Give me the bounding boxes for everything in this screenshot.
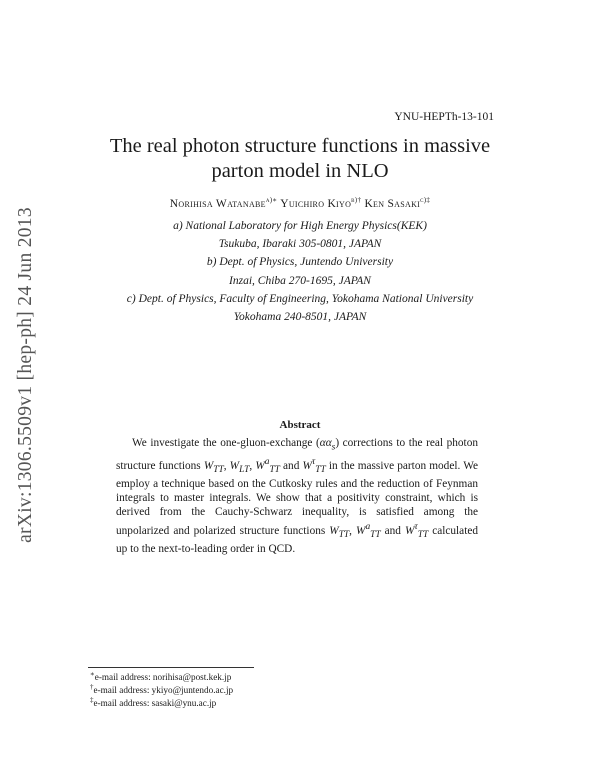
affiliation-line: Inzai, Chiba 270-1695, JAPAN: [229, 274, 371, 287]
affiliation-line: b) Dept. of Physics, Juntendo University: [206, 256, 394, 269]
abstract-heading: Abstract: [279, 419, 321, 431]
abstract-body: [116, 436, 478, 556]
math-symbol: αα: [319, 437, 332, 449]
affiliation-line: Yokohama 240-8501, JAPAN: [233, 311, 367, 324]
abstract-text: ,: [223, 459, 230, 472]
title-line-1: The real photon structure functions in massive: [109, 135, 491, 157]
math-symbol: W: [329, 524, 339, 537]
author-name: Norihisa Watanabe: [169, 198, 266, 210]
math-symbol: W: [302, 459, 312, 472]
affiliation-line: Tsukuba, Ibaraki 305-0801, JAPAN: [218, 238, 382, 251]
abstract-text: in the massive parton model. We employ a technique based on the Cutkosky rules and the reduction of Feynman integrals to master integrals. We show that a positivity constraint, which is derived from the Cauchy-Schwarz inequality, is satisfied among the unpolarized and polarized structure functions: [116, 459, 478, 537]
author-list: [60, 198, 540, 210]
math-symbol: W: [255, 459, 265, 472]
math-symbol: W: [356, 524, 366, 537]
abstract-text: calculated up to the next-to-leading order in QCD.: [116, 524, 478, 556]
math-subscript: LT: [239, 464, 250, 475]
math-subscript: TT: [315, 464, 326, 475]
math-superscript: τ: [311, 456, 316, 467]
footnote-mark: †: [90, 682, 94, 691]
affiliations: [60, 217, 540, 326]
math-subscript: TT: [269, 464, 280, 475]
math-subscript: TT: [213, 464, 224, 475]
abstract-text: and: [279, 459, 303, 472]
report-number: YNU-HEPTh-13-101: [394, 111, 494, 123]
author-name: Yuichiro Kiyo: [280, 198, 352, 210]
footnote-rule: [88, 667, 254, 668]
footnote-text: e-mail address: norihisa@post.kek.jp: [94, 672, 232, 682]
abstract-text: We investigate the one-gluon-exchange (: [132, 437, 320, 449]
math-symbol: W: [203, 459, 214, 472]
author-name: Ken Sasaki: [364, 198, 421, 210]
abstract-text: ,: [249, 459, 256, 472]
arxiv-stamp: arXiv:1306.5509v1 [hep-ph] 24 Jun 2013: [15, 207, 36, 543]
affiliation-line: c) Dept. of Physics, Faculty of Engineering, Yokohama National University: [126, 292, 474, 305]
math-superscript: a: [264, 456, 270, 467]
title-line-2: parton model in NLO: [211, 160, 389, 182]
math-superscript: a: [365, 521, 371, 532]
affiliation-line: a) National Laboratory for High Energy Physics(KEK): [173, 220, 427, 232]
footnote: [90, 684, 233, 697]
author-mark: b)†: [351, 196, 362, 205]
footnote-text: e-mail address: ykiyo@juntendo.ac.jp: [93, 685, 234, 695]
footnote-mark: ∗: [90, 669, 95, 678]
footnote-text: e-mail address: sasaki@ynu.ac.jp: [93, 698, 217, 708]
arxiv-sidebar: [6, 190, 46, 560]
footnote: [90, 671, 233, 684]
author-mark: a)∗: [265, 196, 278, 205]
footnotes: [90, 671, 233, 710]
math-subscript: TT: [338, 529, 350, 540]
math-subscript: s: [331, 442, 336, 453]
author-mark: c)‡: [420, 196, 431, 205]
abstract-text: and: [380, 524, 405, 537]
paper-title: [60, 134, 540, 184]
math-symbol: W: [404, 524, 415, 537]
footnote-mark: ‡: [90, 695, 94, 704]
math-subscript: TT: [370, 529, 381, 540]
math-subscript: TT: [417, 529, 429, 540]
abstract-text: ,: [349, 524, 357, 537]
math-superscript: τ: [414, 521, 418, 532]
math-symbol: W: [229, 459, 240, 472]
footnote: [90, 697, 233, 710]
abstract-text: ) corrections to the real photon structure functions: [116, 437, 478, 472]
